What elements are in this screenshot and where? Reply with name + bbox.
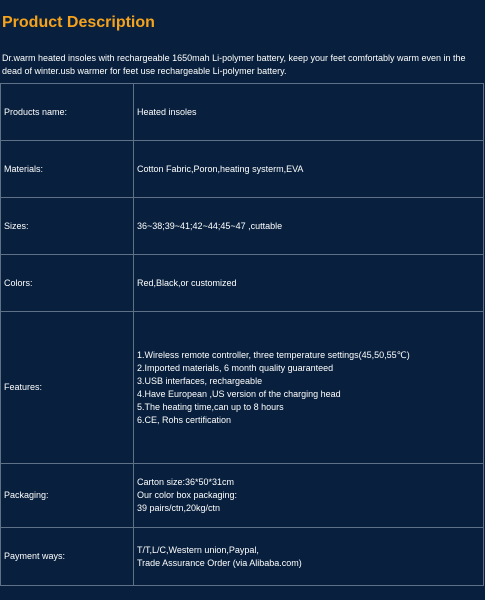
packaging-line: 39 pairs/ctn,20kg/ctn [137, 503, 221, 513]
table-row [1, 198, 484, 255]
row-label: Sizes: [1, 198, 134, 255]
spec-table [0, 83, 484, 586]
row-label: Features: [1, 312, 134, 464]
feature-line: 2.Imported materials, 6 month quality guaranteed [137, 362, 334, 373]
feature-line: 5.The heating time,can up to 8 hours [137, 401, 284, 412]
row-value: Red,Black,or customized [134, 255, 484, 312]
row-value: Cotton Fabric,Poron,heating systerm,EVA [134, 141, 484, 198]
table-row [1, 528, 484, 586]
intro-paragraph: Dr.warm heated insoles with rechargeable 1650mah Li-polymer battery, keep your feet comfortably warm even in the dead of winter.usb warmer for feet use rechargeable Li-polymer battery. [2, 53, 466, 76]
table-row [1, 312, 484, 464]
packaging-line: Carton size:36*50*31cm [137, 477, 235, 487]
table-row [1, 84, 484, 141]
payment-line: T/T,L/C,Western union,Paypal, [137, 544, 259, 555]
row-value: 36~38;39~41;42~44;45~47 ,cuttable [134, 198, 484, 255]
feature-line: 1.Wireless remote controller, three temperature settings(45,50,55℃) [137, 349, 410, 360]
table-row [1, 464, 484, 528]
row-label: Colors: [1, 255, 134, 312]
feature-line: 4.Have European ,US version of the charging head [137, 388, 341, 399]
feature-line: 6.CE, Rohs certification [137, 414, 232, 425]
row-label: Materials: [1, 141, 134, 198]
row-value: Heated insoles [134, 84, 484, 141]
row-label: Products name: [1, 84, 134, 141]
row-value [134, 312, 484, 464]
page-title: Product Description [2, 14, 155, 31]
table-row [1, 255, 484, 312]
packaging-line: Our color box packaging: [137, 490, 238, 500]
row-label: Payment ways: [1, 528, 134, 586]
payment-line: Trade Assurance Order (via Alibaba.com) [137, 557, 302, 568]
row-value [134, 464, 484, 528]
row-label: Packaging: [1, 464, 134, 528]
row-value [134, 528, 484, 586]
feature-line: 3.USB interfaces, rechargeable [137, 375, 263, 386]
table-row [1, 141, 484, 198]
